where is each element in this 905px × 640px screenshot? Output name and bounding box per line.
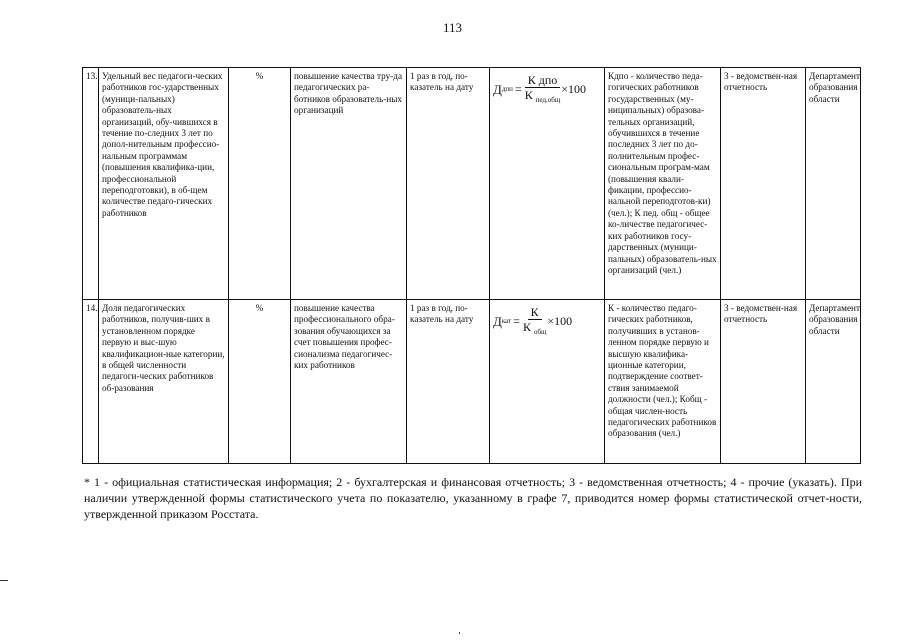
formula-lhs-subscript: дпп [501,85,513,94]
formula-denominator-subscript: общ [533,328,547,336]
formula-definition: Кдпо - количество педа-гогических работников государственных (му-ниципальных) образова-тельных организаций, обучившихся в течение последних 3 лет по до-полнительным профес-сиональным програм-мам (повышения квали-фикации, профессио-нальной переподготов-ки) (чел.); К пед. общ - общее ко-личестве педагогичес-ких работников госу-дарственных (муници-пальных) образователь-ных организаций (чел.) [605,68,721,300]
formula-definition: К - количество педаго-гических работников, получивших в установ-ленном порядке первую и высшую квалифика-ционные категории, подтверждение соответ-ствия занимаемой должности (чел.); Кобщ - общая числен-ность педагогических работников образования (чел.) [605,300,721,464]
row-number: 14. [83,300,99,464]
indicators-table [82,67,861,464]
unit-of-measure: % [229,300,291,464]
formula-denominator-subscript: пед.общ [535,96,561,104]
margin-mark [0,580,8,581]
formula-cell [490,300,605,464]
data-source: 3 - ведомствен-ная отчетность [721,300,806,464]
formula: Д дпп = $\frac{\text{К дпо}}{К _{пед.общ}}$ ×100 [493,71,601,107]
table-row [83,68,861,300]
formula-tail: ×100 [561,82,587,97]
formula-fraction [523,305,546,339]
formula-tail: ×100 [547,314,573,329]
indicator-goal: повышение качества тру-да педагогических ра-ботников образователь-ных организаций [291,68,407,300]
scan-dot [459,632,460,634]
formula-fraction [525,73,561,107]
row-number: 13. [83,68,99,300]
formula-lhs: Д [493,82,502,98]
formula-lhs-subscript: кат [501,317,512,326]
unit-of-measure: % [229,68,291,300]
periodicity: 1 раз в год, по-казатель на дату [407,68,490,300]
periodicity: 1 раз в год, по-казатель на дату [407,300,490,464]
formula-numerator: К дпо [525,73,561,88]
indicator-name: Удельный вес педагоги-ческих работников гос-ударственных (муници-пальных) образователь-ных организаций, обу-чившихся в течение по-следних 3 лет по допол-нительным профессио-нальным программам (повышения квалифика-ции, профессиональной переподготовки), в об-щем количестве педаго-гических работников [99,68,229,300]
formula-lhs: Д [493,314,502,330]
indicator-name: Доля педагогических работников, получив-ших в установленном порядке первую и выс-шую квалификацион-ные категории, в общей численности педагоги-ческих работников об-разования [99,300,229,464]
formula-cell [490,68,605,300]
responsible-body: Департамент образования области [806,68,861,300]
responsible-body: Департамент образования области [806,300,861,464]
formula-denominator: К [522,320,531,334]
indicator-goal: повышение качества профессионального обра-зования обучающихся за счет повышения профес-сионализма педагогичес-ких работников [291,300,407,464]
formula: Д кат = $\frac{К}{К _{общ}}$ ×100 [493,303,601,339]
formula-denominator: К [524,88,533,102]
data-source: 3 - ведомствен-ная отчетность [721,68,806,300]
footnote: * 1 - официальная статистическая информация; 2 - бухгалтерская и финансовая отчетность; 3 - ведомственная отчетность; 4 - прочие (указать). При наличии утвержденной формы статистического учета по показателю, указанному в графе 7, приводится номер формы статистической отчет-ности, утвержденной приказом Росстата. [84,475,862,521]
page-number: 113 [442,20,463,35]
table-row [83,300,861,464]
formula-numerator: К [528,305,542,320]
